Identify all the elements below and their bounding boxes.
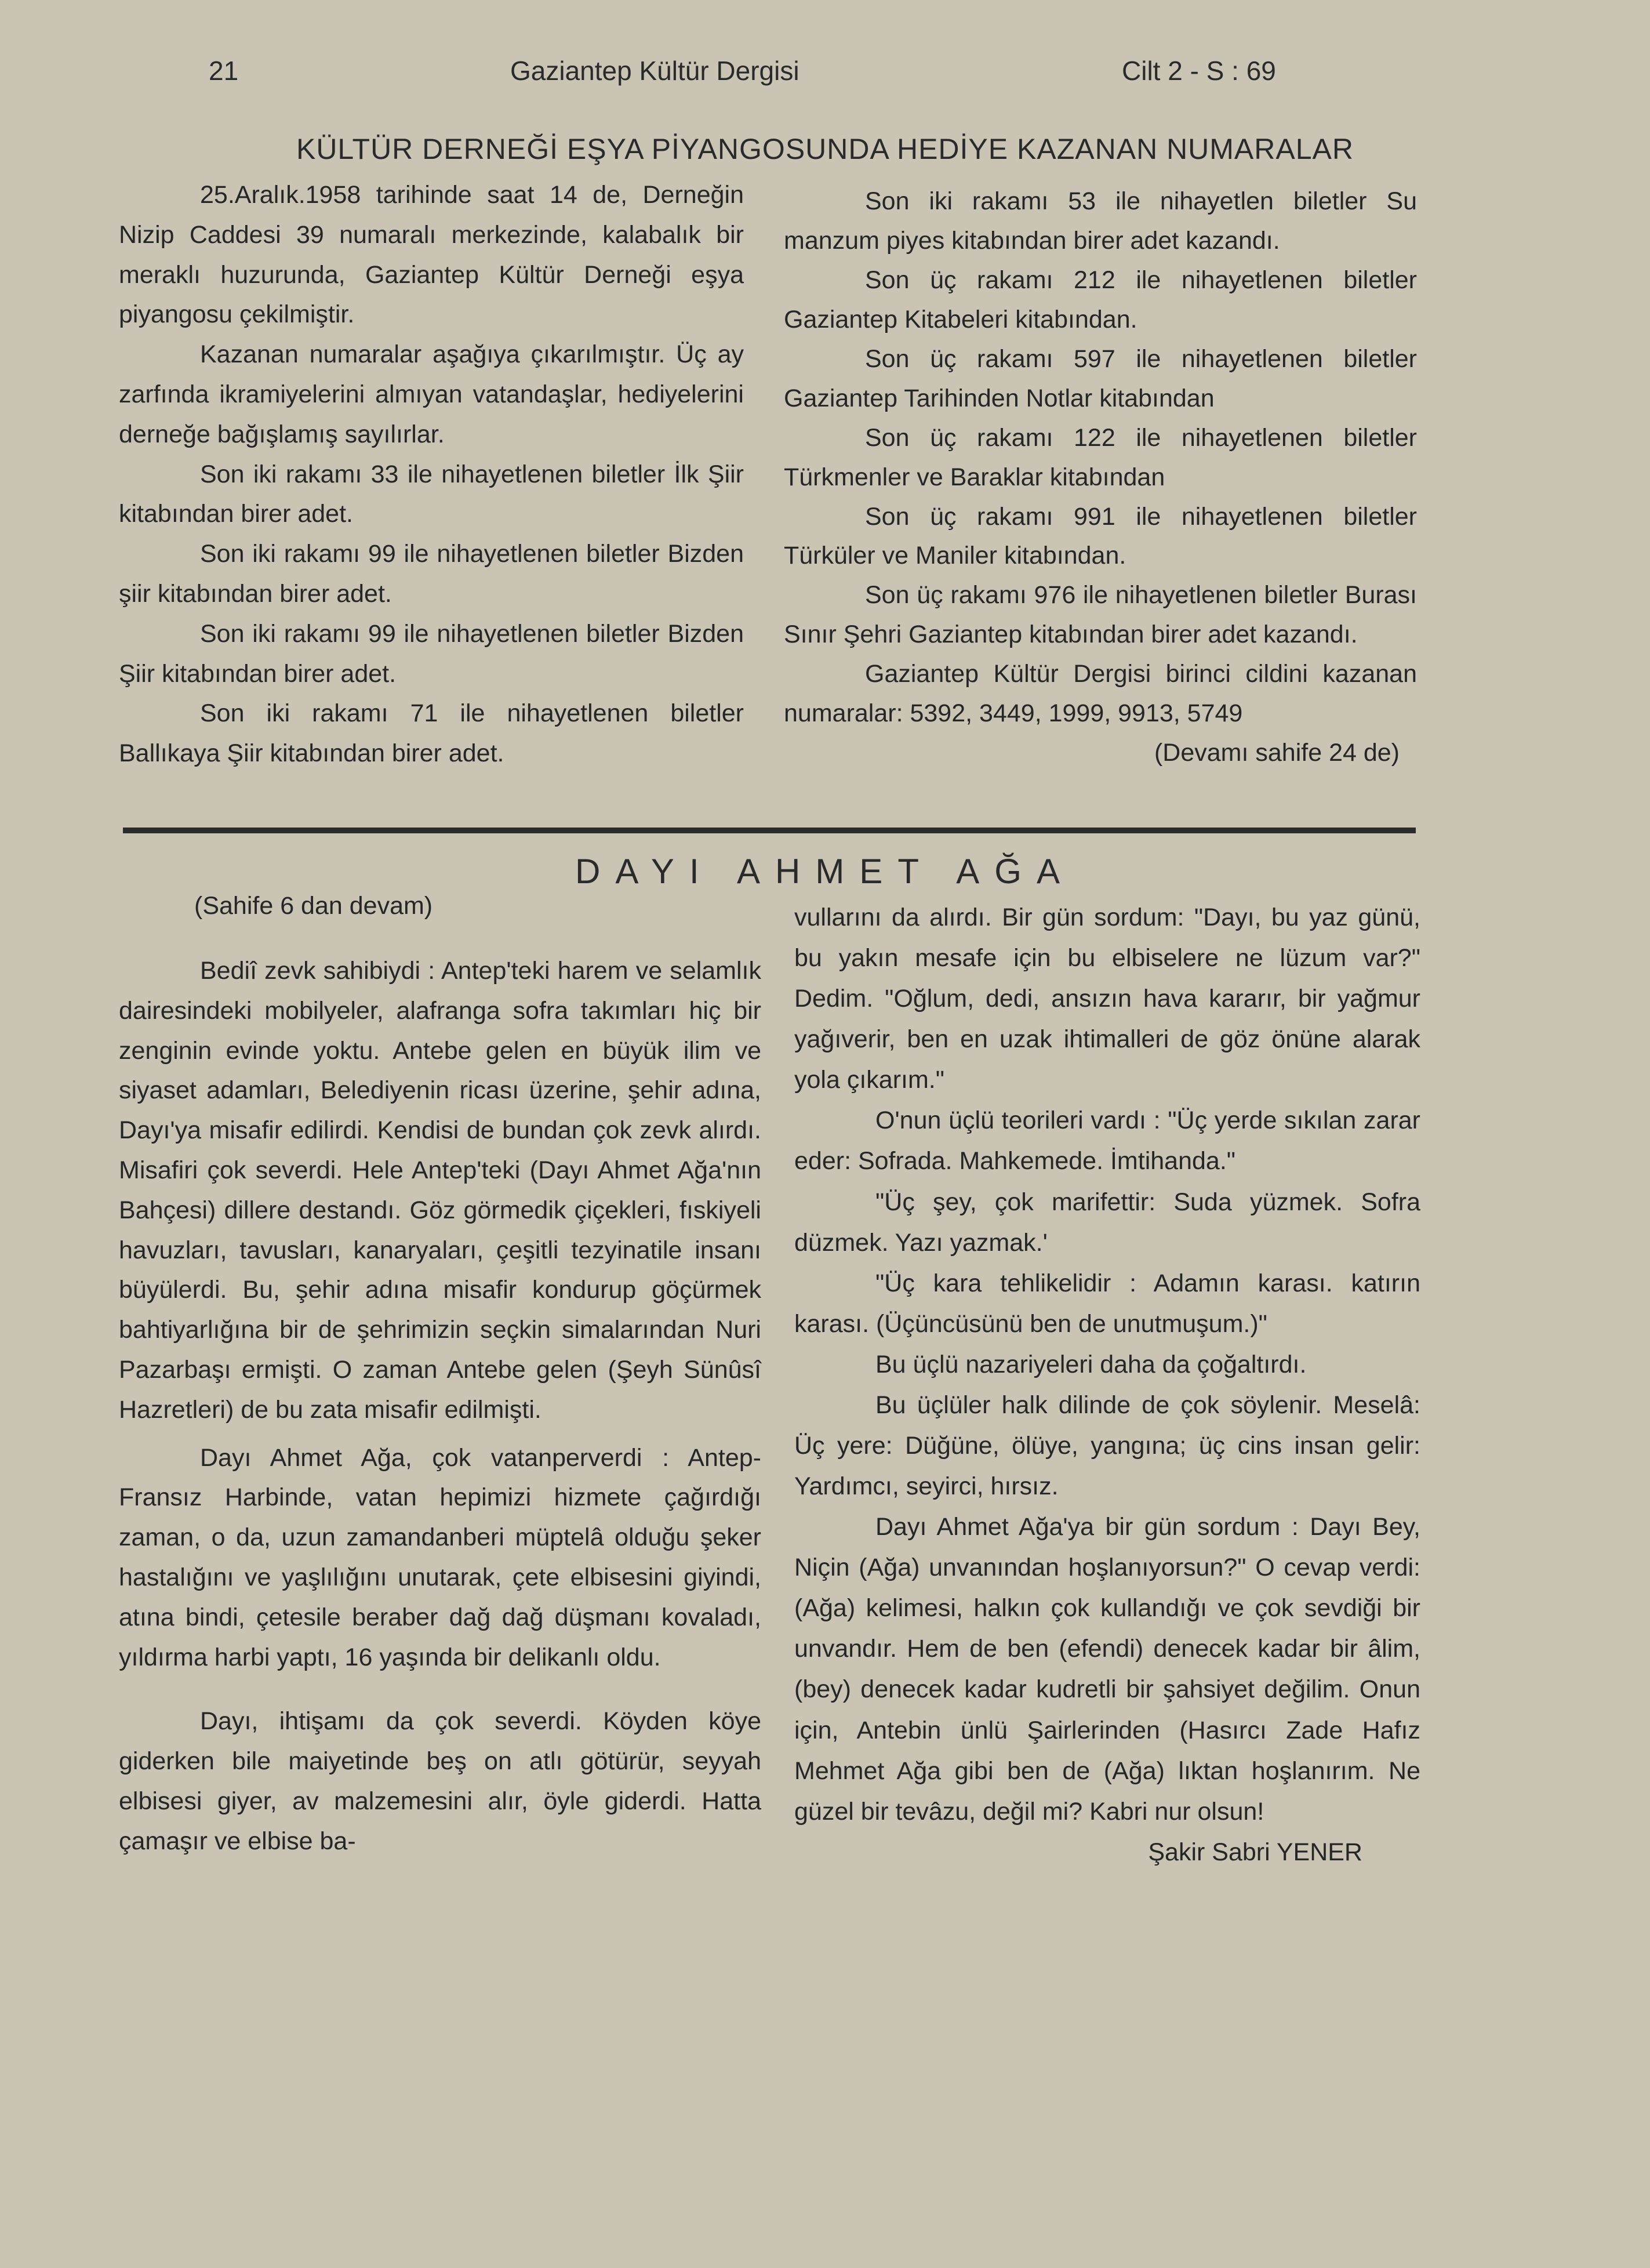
article-paragraph: vullarını da alırdı. Bir gün sordum: "Dayı, bu yaz günü, bu yakın mesafe için bu elbiselere ne lüzum var?" Dedim. "Oğlum, dedi, ansızın hava kararır, bir yağmur yağıverir, ben en uzak ihtimalleri de göz önüne alarak yola çıkarım." (794, 903, 1420, 1094)
lottery-paragraph: Son üç rakamı 597 ile nihayetlenen biletler Gaziantep Tarihinden Notlar kitabından (784, 344, 1417, 412)
article-left-column (119, 951, 761, 1861)
lottery-paragraph: Kazanan numaralar aşağıya çıkarılmıştır. Üç ay zarfında ikramiyelerini almıyan vatandaşlar, hediyelerini derneğe bağışlamış sayılırlar. (119, 340, 744, 448)
article-paragraph: Bediî zevk sahibiydi : Antep'teki harem ve selamlık dairesindeki mobilyeler, alafranga sofra takımları hiç bir zenginin evinde yoktu. Antebe gelen en büyük ilim ve siyaset adamları, Belediyenin ricası üzerine, şehir adına, Dayı'ya misafir edilirdi. Kendisi de bundan çok zevk alırdı. Misafiri çok severdi. Hele Antep'teki (Dayı Ahmet Ağa'nın Bahçesi) dillere destandı. Göz görmedik çiçekleri, fıskiyeli havuzları, tavusları, kanaryaları, çeşitli tezyinatile insanı büyülerdi. Bu, şehir adına misafir kondurup göçürmek bahtiyarlığına bir de şehrimizin seçkin simalarından Nuri Pazarbaşı ermişti. O zaman Antebe gelen (Şeyh Sünûsî Hazretleri) de bu zata misafir edilmişti. (119, 957, 761, 1424)
article-right-column (794, 897, 1420, 1873)
lottery-paragraph: Gaziantep Kültür Dergisi birinci cildini kazanan numaralar: 5392, 3449, 1999, 9913, 5749 (784, 660, 1417, 728)
lottery-paragraph: Son iki rakamı 99 ile nihayetlenen biletler Bizden Şiir kitabından birer adet. (119, 619, 744, 688)
continued-note: (Devamı sahife 24 de) (1154, 739, 1400, 767)
lottery-section-title: KÜLTÜR DERNEĞİ EŞYA PİYANGOSUNDA HEDİYE KAZANAN NUMARALAR (296, 133, 1354, 165)
volume-issue: Cilt 2 - S : 69 (1122, 56, 1276, 86)
lottery-paragraph: Son iki rakamı 99 ile nihayetlenen biletler Bizden şiir kitabından birer adet. (119, 540, 744, 608)
article-paragraph: "Üç kara tehlikelidir : Adamın karası. katırın karası. (Üçüncüsünü ben de unutmuşum.)" (794, 1269, 1420, 1338)
article-paragraph: Dayı, ihtişamı da çok severdi. Köyden köye giderken bile maiyetinde beş on atlı götürür, seyyah elbisesi giyer, av malzemesini alır, öyle giderdi. Hatta çamaşır ve elbise ba- (119, 1707, 761, 1855)
article-paragraph: O'nun üçlü teorileri vardı : "Üç yerde sıkılan zarar eder: Sofrada. Mahkemede. İmtihanda." (794, 1106, 1420, 1175)
page-number: 21 (209, 56, 239, 86)
section-divider (123, 828, 1416, 833)
lottery-right-column (784, 182, 1417, 773)
article-paragraph: Bu üçlüler halk dilinde de çok söylenir. Meselâ: Üç yere: Düğüne, ölüye, yangına; üç cins insan gelir: Yardımcı, seyirci, hırsız. (794, 1391, 1420, 1501)
lottery-paragraph: Son üç rakamı 212 ile nihayetlenen biletler Gaziantep Kitabeleri kitabından. (784, 266, 1417, 333)
lottery-paragraph: Son üç rakamı 991 ile nihayetlenen biletler Türküler ve Maniler kitabından. (784, 502, 1417, 570)
article-title: DAYI AHMET AĞA (575, 852, 1075, 891)
lottery-left-column (119, 175, 744, 774)
article-paragraph: Bu üçlü nazariyeleri daha da çoğaltırdı. (875, 1350, 1307, 1378)
continued-from-note: (Sahife 6 dan devam) (194, 892, 433, 920)
article-paragraph: Dayı Ahmet Ağa, çok vatanperverdi : Antep-Fransız Harbinde, vatan hepimizi hizmete çağırdığı zaman, o da, uzun zamandanberi müptelâ olduğu şeker hastalığını ve yaşlılığını unutarak, çete elbisesini giyindi, atına bindi, çetesile beraber dağ dağ düşmanı kovaladı, yıldırma harbi yaptı, 16 yaşında bir delikanlı oldu. (119, 1443, 761, 1671)
author-signature: Şakir Sabri YENER (1148, 1838, 1362, 1866)
journal-title: Gaziantep Kültür Dergisi (510, 56, 799, 86)
lottery-paragraph: Son üç rakamı 976 ile nihayetlenen biletler Burası Sınır Şehri Gaziantep kitabından birer adet kazandı. (784, 581, 1417, 649)
article-paragraph: Dayı Ahmet Ağa'ya bir gün sordum : Dayı Bey, Niçin (Ağa) unvanından hoşlanıyorsun?" O cevap verdi: (Ağa) kelimesi, halkın çok kullandığı ve çok sevdiği bir unvandır. Hem de ben (efendi) denecek kadar bir âlim, (bey) denecek kadar kudretli bir şahsiyet değilim. Onun için, Antebin ünlü Şairlerinden (Hasırcı Zade Hafız Mehmet Ağa gibi ben de (Ağa) lıktan hoşlanırım. Ne güzel bir tevâzu, değil mi? Kabri nur olsun! (794, 1513, 1420, 1826)
lottery-paragraph: Son iki rakamı 71 ile nihayetlenen biletler Ballıkaya Şiir kitabından birer adet. (119, 699, 744, 768)
lottery-paragraph: Son iki rakamı 53 ile nihayetlen biletler Su manzum piyes kitabından birer adet kazandı. (784, 187, 1417, 255)
lottery-paragraph: Son iki rakamı 33 ile nihayetlenen biletler İlk Şiir kitabından birer adet. (119, 460, 744, 528)
article-paragraph: "Üç şey, çok marifettir: Suda yüzmek. Sofra düzmek. Yazı yazmak.' (794, 1188, 1420, 1257)
lottery-paragraph: 25.Aralık.1958 tarihinde saat 14 de, Derneğin Nizip Caddesi 39 numaralı merkezinde, kalabalık bir meraklı huzurunda, Gaziantep Kültür Derneği eşya piyangosu çekilmiştir. (119, 181, 744, 329)
lottery-paragraph: Son üç rakamı 122 ile nihayetlenen biletler Türkmenler ve Baraklar kitabından (784, 423, 1417, 491)
